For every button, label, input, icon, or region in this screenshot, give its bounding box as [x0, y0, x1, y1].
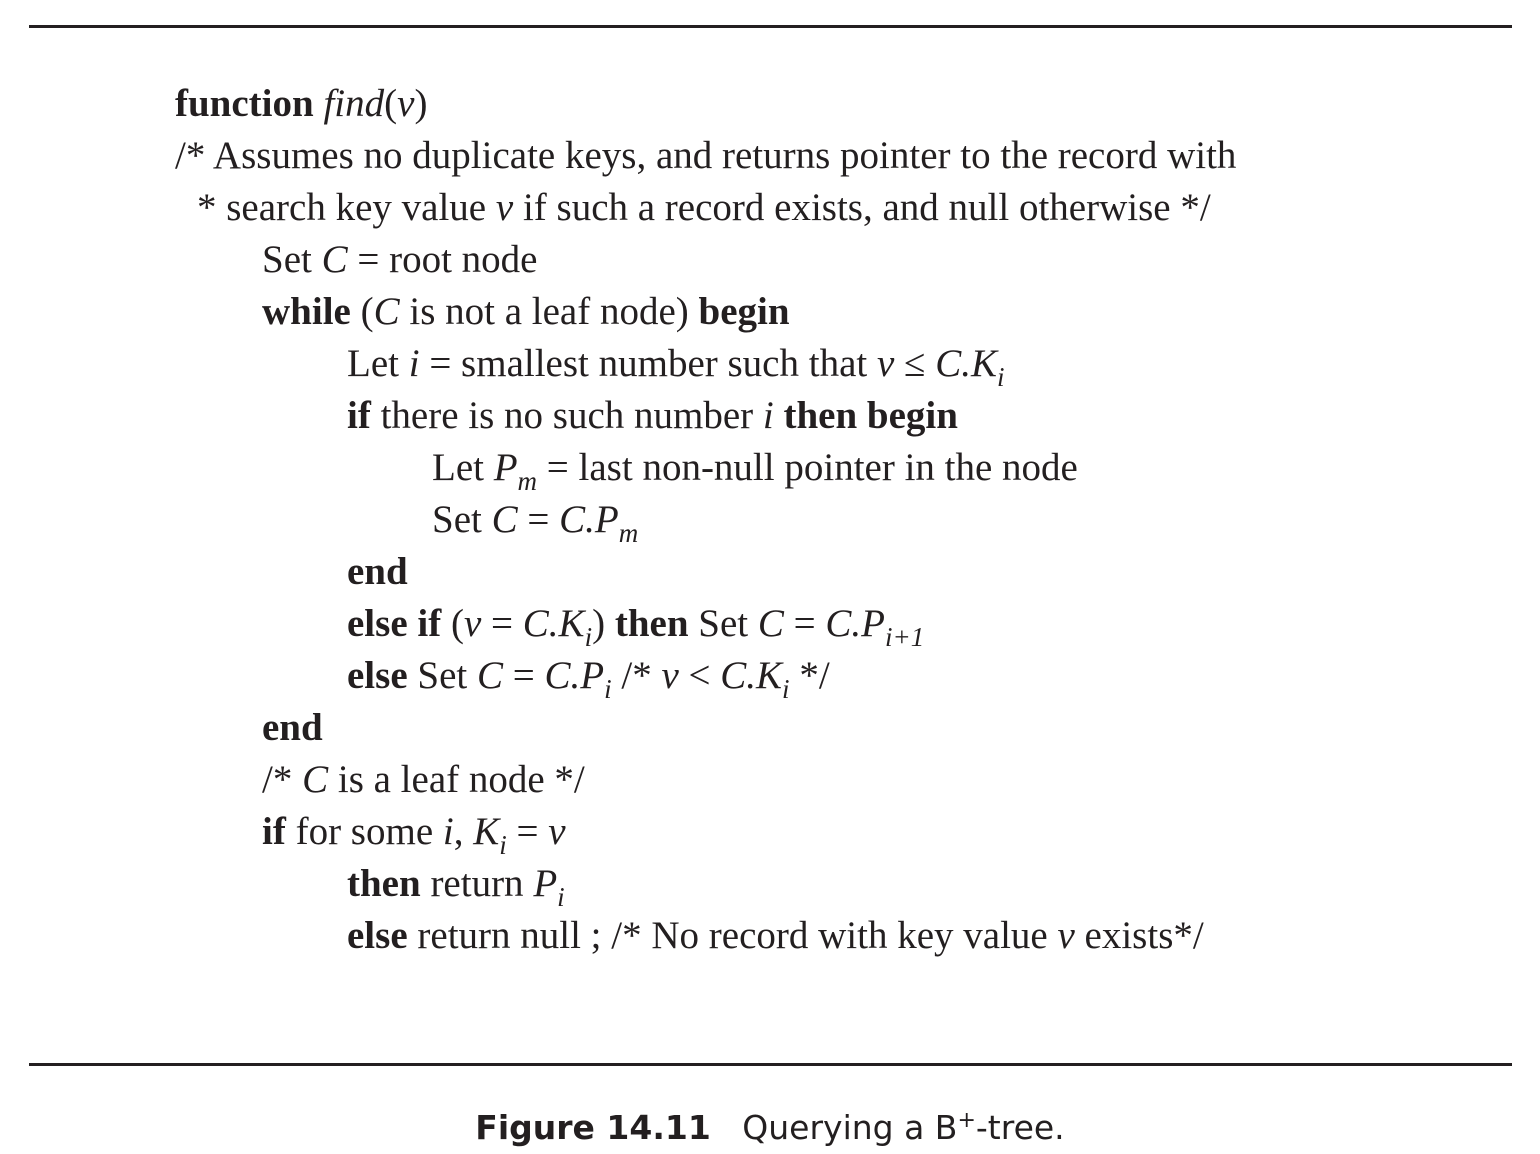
- bottom-rule: [29, 1063, 1512, 1066]
- line-let-i: Let i = smallest number such that $v \le C.K_i$: [347, 342, 1005, 392]
- caption-text-post: -tree.: [975, 1108, 1065, 1147]
- figure-caption: [0, 1108, 1540, 1147]
- caption-sup: +: [957, 1108, 976, 1133]
- line-let-pm: Let $P_m$ = last non-null pointer in the node: [432, 446, 1078, 496]
- line-else-return: else return null ; /* No record with key value v exists*/: [347, 914, 1204, 957]
- line-function-signature: function find(v): [175, 82, 428, 125]
- line-end-if: end: [347, 550, 408, 593]
- line-end-while: end: [262, 706, 323, 749]
- line-set-pm: Set $C = C.P_m$: [432, 498, 639, 548]
- line-comment-1: /* Assumes no duplicate keys, and returns pointer to the record with: [175, 134, 1237, 177]
- line-leaf-comment: /* C is a leaf node */: [262, 758, 585, 801]
- line-else: else Set $C = C.P_i /* v < C.K_i$ */: [347, 654, 830, 704]
- caption-text-pre: Querying a B: [742, 1108, 958, 1147]
- line-comment-2: * search key value v if such a record exists, and null otherwise */: [197, 186, 1211, 229]
- line-else-if: else if $(v = C.K_i)$ then Set $C = C.P_{i+1}$: [347, 602, 925, 652]
- line-set-root: Set C = root node: [262, 238, 538, 281]
- line-if-for-some: if for some i, $K_i = v$: [262, 810, 566, 860]
- line-while: while (C is not a leaf node) begin: [262, 290, 790, 333]
- figure-number: Figure 14.11: [475, 1108, 711, 1147]
- top-rule: [29, 25, 1512, 28]
- line-then-return: then return $P_i$: [347, 862, 565, 912]
- line-if-no-number: if there is no such number i then begin: [347, 394, 958, 437]
